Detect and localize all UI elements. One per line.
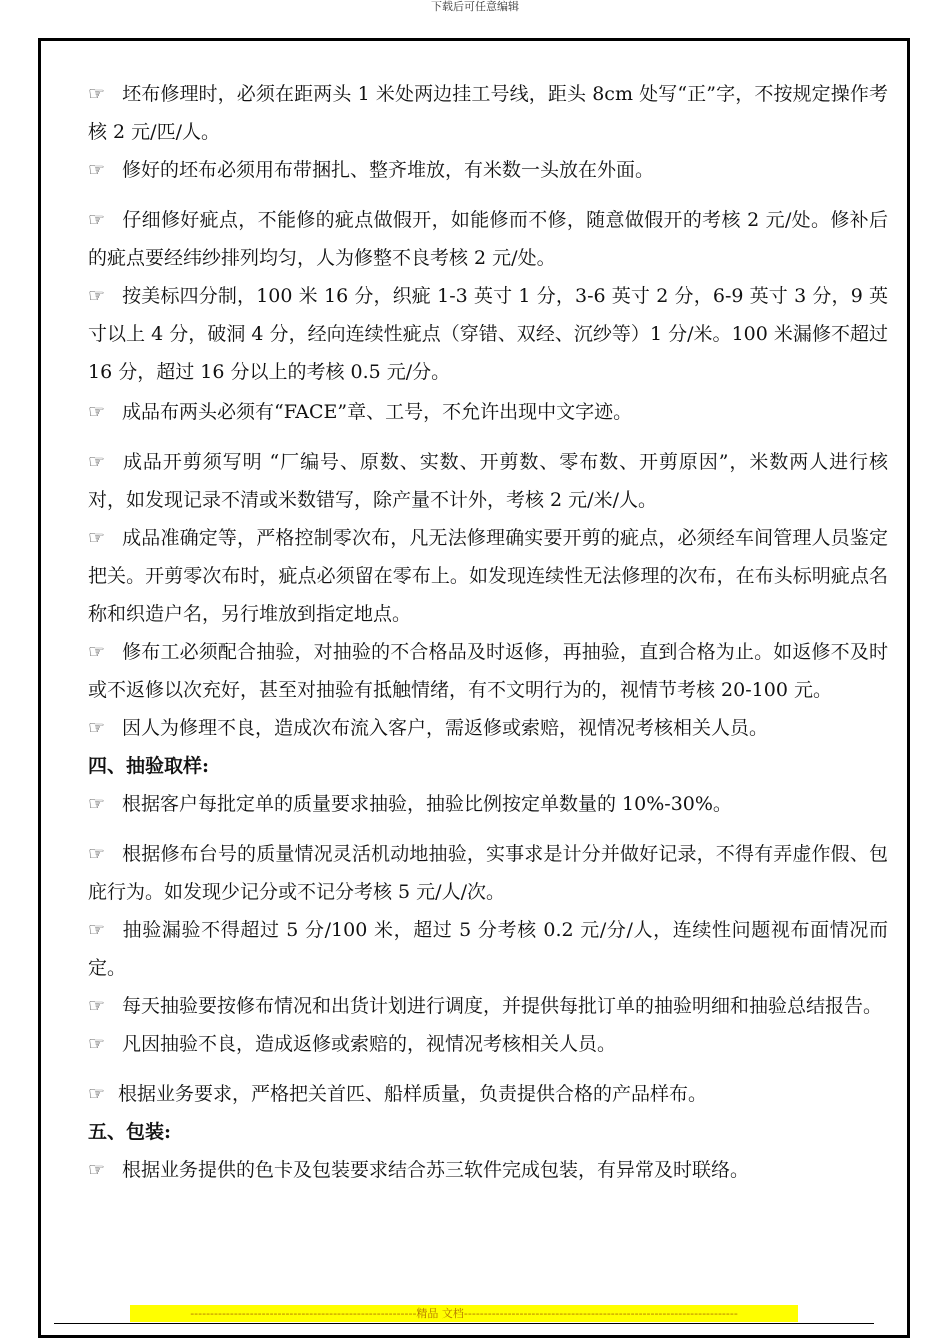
pointing-hand-icon: ☞	[88, 209, 106, 231]
pointing-hand-icon: ☞	[88, 83, 106, 105]
list-item: ☞ 根据修布台号的质量情况灵活机动地抽验，实事求是计分并做好记录，不得有弄虚作假、包庇行为。如发现少记分或不记分考核 5 元/人/次。	[88, 835, 888, 911]
pointing-hand-icon: ☞	[88, 919, 106, 941]
pointing-hand-icon: ☞	[88, 527, 106, 549]
list-item: ☞ 按美标四分制，100 米 16 分，织疵 1-3 英寸 1 分，3-6 英寸 2 分，6-9 英寸 3 分，9 英寸以上 4 分，破洞 4 分，经向连续性疵点（穿错、双经、沉纱等）1 分/米。100 米漏修不超过 16 分，超过 16 分以上的考核 0.5 元/分。	[88, 277, 888, 391]
pointing-hand-icon: ☞	[88, 641, 106, 663]
list-item: ☞ 坯布修理时，必须在距两头 1 米处两边挂工号线，距头 8cm 处写“正”字，不按规定操作考核 2 元/匹/人。	[88, 75, 888, 151]
pointing-hand-icon: ☞	[88, 717, 106, 739]
document-body	[88, 75, 888, 1189]
list-item: ☞ 每天抽验要按修布情况和出货计划进行调度，并提供每批订单的抽验明细和抽验总结报告。	[88, 987, 888, 1025]
section-heading: 四、抽验取样:	[88, 755, 210, 777]
list-item: ☞ 根据客户每批定单的质量要求抽验，抽验比例按定单数量的 10%-30%。	[88, 785, 888, 823]
list-item: ☞ 仔细修好疵点，不能修的疵点做假开，如能修而不修，随意做假开的考核 2 元/处。修补后的疵点要经纬纱排列均匀，人为修整不良考核 2 元/处。	[88, 201, 888, 277]
list-item: ☞ 根据业务要求，严格把关首匹、船样质量，负责提供合格的产品样布。	[88, 1075, 888, 1113]
list-item: ☞ 因人为修理不良，造成次布流入客户，需返修或索赔，视情况考核相关人员。	[88, 709, 888, 747]
pointing-hand-icon: ☞	[88, 1083, 106, 1105]
list-item: ☞ 成品准确定等，严格控制零次布，凡无法修理确实要开剪的疵点，必须经车间管理人员鉴定把关。开剪零次布时，疵点必须留在零布上。如发现连续性无法修理的次布，在布头标明疵点名称和织造户名，另行堆放到指定地点。	[88, 519, 888, 633]
list-item: ☞ 抽验漏验不得超过 5 分/100 米，超过 5 分考核 0.2 元/分/人，连续性问题视布面情况而定。	[88, 911, 888, 987]
pointing-hand-icon: ☞	[88, 1159, 106, 1181]
pointing-hand-icon: ☞	[88, 285, 106, 307]
pointing-hand-icon: ☞	[88, 995, 106, 1017]
pointing-hand-icon: ☞	[88, 401, 106, 423]
list-item: ☞ 修布工必须配合抽验，对抽验的不合格品及时返修，再抽验，直到合格为止。如返修不及时或不返修以次充好，甚至对抽验有抵触情绪，有不文明行为的，视情节考核 20-100 元。	[88, 633, 888, 709]
footer-label: ---------------------------------------------------------精品 文档---------------------------------------------------------------------	[130, 1305, 798, 1322]
list-item: ☞ 成品布两头必须有“FACE”章、工号，不允许出现中文字迹。	[88, 393, 888, 431]
list-item: ☞ 根据业务提供的色卡及包装要求结合苏三软件完成包装，有异常及时联络。	[88, 1151, 888, 1189]
pointing-hand-icon: ☞	[88, 793, 106, 815]
list-item: ☞ 修好的坯布必须用布带捆扎、整齐堆放，有米数一头放在外面。	[88, 151, 888, 189]
pointing-hand-icon: ☞	[88, 451, 106, 473]
pointing-hand-icon: ☞	[88, 1033, 106, 1055]
list-item: ☞ 凡因抽验不良，造成返修或索赔的，视情况考核相关人员。	[88, 1025, 888, 1063]
header-note: 下载后可任意编辑	[431, 0, 519, 13]
pointing-hand-icon: ☞	[88, 843, 106, 865]
footer-divider	[54, 1323, 874, 1324]
section-heading: 五、包装:	[88, 1121, 172, 1143]
list-item: ☞ 成品开剪须写明 “厂编号、原数、实数、开剪数、零布数、开剪原因”，米数两人进行核对，如发现记录不清或米数错写，除产量不计外，考核 2 元/米/人。	[88, 443, 888, 519]
pointing-hand-icon: ☞	[88, 159, 106, 181]
